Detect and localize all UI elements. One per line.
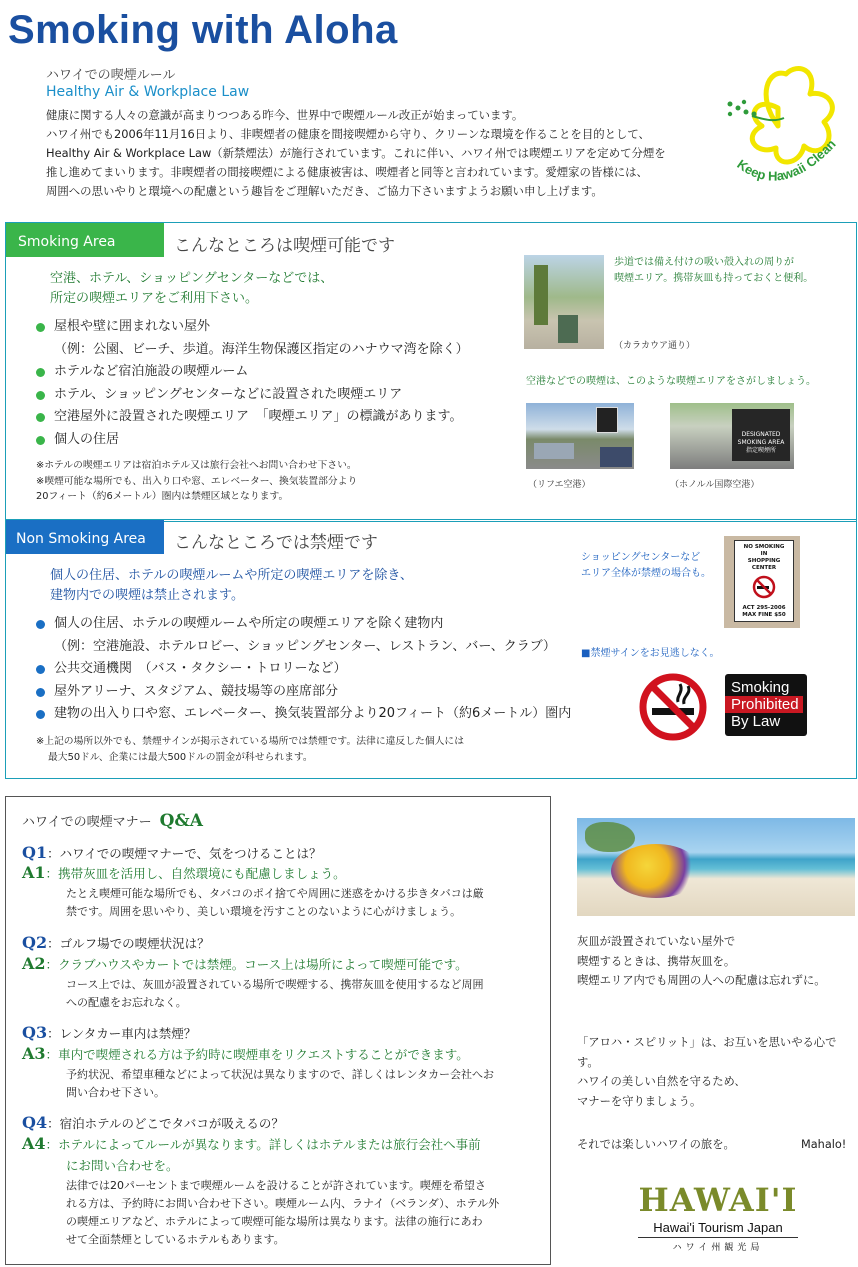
answer-4-cont: にお問い合わせを。: [66, 1158, 179, 1173]
page-title: Smoking with Aloha: [8, 8, 398, 52]
question-2: Q2：ゴルフ場での喫煙状況は？: [22, 933, 210, 952]
smoking-area-tab: Smoking Area: [6, 223, 164, 257]
sign-notice: ■禁煙サインをお見逃しなく。: [581, 648, 720, 659]
sidewalk-photo: [524, 255, 604, 349]
list-item: ホテル、ショッピングセンターなどに設置された喫煙エリア: [36, 384, 469, 407]
non-smoking-area-tab: Non Smoking Area: [6, 520, 164, 554]
no-smoking-icon: [752, 575, 776, 599]
non-smoking-notes: ※上記の場所以外でも、禁煙サインが掲示されている場所では禁煙です。法律に違反した個人には 最大50ドル、企業には最大500ドルの罰金が科せられます。: [36, 736, 465, 763]
question-1: Q1：ハワイでの喫煙マナーで、気をつけることは？: [22, 843, 322, 862]
answer-4: A4：ホテルによってルールが異なります。詳しくはホテルまたは旅行会社へ事前: [22, 1134, 481, 1153]
closing-text: それでは楽しいハワイの旅を。: [577, 1138, 735, 1151]
smoking-area-title: こんなところは喫煙可能です: [174, 236, 395, 256]
answer-1-detail: たとえ喫煙可能な場所でも、タバコのポイ捨てや周囲に迷惑をかける歩きタバコは厳 禁です。周囲を思いやり、美しい環境を汚すことのないように心がけましょう。: [66, 887, 484, 918]
answer-2-detail: コース上では、灰皿が設置されている場所で喫煙する、携帯灰皿を使用するなど周囲 への配慮をお忘れなく。: [66, 978, 484, 1009]
answer-3-detail: 予約状況、希望車種などによって状況は異なりますので、詳しくはレンタカー会社へお 問い合わせ下さい。: [66, 1068, 495, 1099]
svg-text:Keep Hawaii Clean: Keep Hawaii Clean: [734, 136, 839, 184]
non-smoking-lead: 個人の住居、ホテルの喫煙ルームや所定の喫煙エリアを除き、 建物内での喫煙は禁止されます。: [50, 568, 413, 603]
honolulu-airport-photo: [670, 403, 794, 469]
list-item: 屋根や壁に囲まれない屋外: [36, 316, 469, 339]
list-item: ホテルなど宿泊施設の喫煙ルーム: [36, 361, 469, 384]
answer-2: A2：クラブハウスやカートでは禁煙。コース上は場所によって喫煙可能です。: [22, 954, 468, 973]
honolulu-label: （ホノルル国際空港）: [670, 480, 760, 490]
keep-hawaii-clean-logo: [716, 56, 856, 206]
law-name: Healthy Air & Workplace Law: [46, 84, 250, 100]
question-4: Q4：宿泊ホテルのどこでタバコが吸えるの？: [22, 1113, 284, 1132]
sidewalk-caption: 歩道では備え付けの吸い殻入れの周りが 喫煙エリア。携帯灰皿も持っておくと便利。: [614, 257, 814, 284]
list-item: 公共交通機関 （バス・タクシー・トロリーなど）: [36, 658, 571, 681]
smoking-notes: ※ホテルの喫煙エリアは宿泊ホテル又は旅行会社へお問い合わせ下さい。 ※喫煙可能な場所でも、出入り口や窓、エレベーター、換気装置部分より 20フィート（約6メートル）圏内は禁煙区域となります。: [36, 460, 358, 502]
smoking-prohibited-sign: Smoking Prohibited By Law: [725, 674, 807, 736]
no-smoking-sign-icon: [638, 672, 708, 742]
answer-3: A3：車内で喫煙される方は予約時に喫煙車をリクエストすることができます。: [22, 1044, 469, 1063]
shopping-center-caption: ショッピングセンターなど エリア全体が禁煙の場合も。: [581, 552, 711, 579]
answer-1: A1：携帯灰皿を活用し、自然環境にも配慮しましょう。: [22, 863, 346, 882]
smoking-list: [36, 316, 469, 451]
list-item: 建物の出入り口や窓、エレベーター、換気装置部分より20フィート（約6メートル）圏内: [36, 703, 571, 726]
list-item: 空港屋外に設置された喫煙エリア 「喫煙エリア」の標識があります。: [36, 406, 469, 429]
non-smoking-list: [36, 613, 571, 726]
list-item: 個人の住居、ホテルの喫煙ルームや所定の喫煙エリアを除く建物内: [36, 613, 571, 636]
aloha-spirit-text: 「アロハ・スピリット」は、お互いを思いやる心です。 ハワイの美しい自然を守るため、 マナーを守りましょう。: [577, 1036, 837, 1108]
list-item: （例：空港施設、ホテルロビー、ショッピングセンター、レストラン、バー、クラブ）: [54, 638, 556, 654]
lihue-label: （リフエ空港）: [528, 480, 591, 490]
non-smoking-area-section: [5, 519, 857, 779]
list-item: （例：公園、ビーチ、歩道。海洋生物保護区指定のハナウマ湾を除く）: [54, 341, 469, 357]
designated-smoking-sign: DESIGNATED SMOKING AREA 指定喫煙所: [732, 409, 790, 461]
intro-text: 健康に関する人々の意識が高まりつつある昨今、世界中で喫煙ルール改正が始まっています。 ハワイ州でも2006年11月16日より、非喫煙者の健康を間接喫煙から守り、クリーンな環境を作ることを目的として、 Healthy Air & Workplace Law（新禁煙法）が施行されています。これに伴い、ハワイ州では喫煙エリアを定めて分煙を 推し進めてまいります。非喫煙者の間接喫煙による健康被害は、喫煙者と同等と言われています。愛煙家の皆様には、 周囲への思いやりと環境への配慮という趣旨をご理解いただき、ご協力下さいますようお願い申し上げます。: [46, 108, 666, 198]
non-smoking-area-title: こんなところでは禁煙です: [174, 533, 378, 553]
answer-4-detail: 法律では20パーセントまで喫煙ルームを設けることが許されています。喫煙を希望さ れる方は、予約時にお問い合わせ下さい。喫煙ルーム内、ラナイ（ベランダ）、ホテル外 の喫煙エリアなど、ホテルによって喫煙可能な場所は異なります。法律の施行にあわ せて全面禁煙としているホテルもあります。: [66, 1179, 500, 1246]
smoking-lead: 空港、ホテル、ショッピングセンターなどでは、 所定の喫煙エリアをご利用下さい。: [50, 271, 334, 306]
question-3: Q3：レンタカー車内は禁煙？: [22, 1023, 197, 1042]
lihue-airport-photo: [526, 403, 634, 469]
airport-caption: 空港などでの喫煙は、このような喫煙エリアをさがしましょう。: [526, 376, 816, 387]
shopping-center-sign: NO SMOKING IN SHOPPING CENTER ACT 295-2006 MAX FINE $50: [724, 536, 800, 628]
hibiscus-icon: [716, 56, 856, 206]
jp-subheading: ハワイでの喫煙ルール: [46, 68, 176, 83]
qa-box: [5, 796, 551, 1265]
ashtray-advice: 灰皿が設置されていない屋外で 喫煙するときは、携帯灰皿を。 喫煙エリア内でも周囲の人への配慮は忘れずに。: [577, 935, 826, 987]
qa-title: ハワイでの喫煙マナー Q&A: [22, 811, 203, 831]
beach-lei-photo: [577, 818, 855, 916]
list-item: 個人の住居: [36, 429, 469, 452]
sidewalk-label: （カラカウア通り）: [614, 341, 696, 351]
smoking-area-section: [5, 222, 857, 522]
hawaii-tourism-logo: HAWAI'I Hawai'i Tourism Japan ハワイ州観光局: [638, 1181, 798, 1253]
mahalo-text: Mahalo!: [801, 1138, 847, 1151]
list-item: 屋外アリーナ、スタジアム、競技場等の座席部分: [36, 681, 571, 704]
